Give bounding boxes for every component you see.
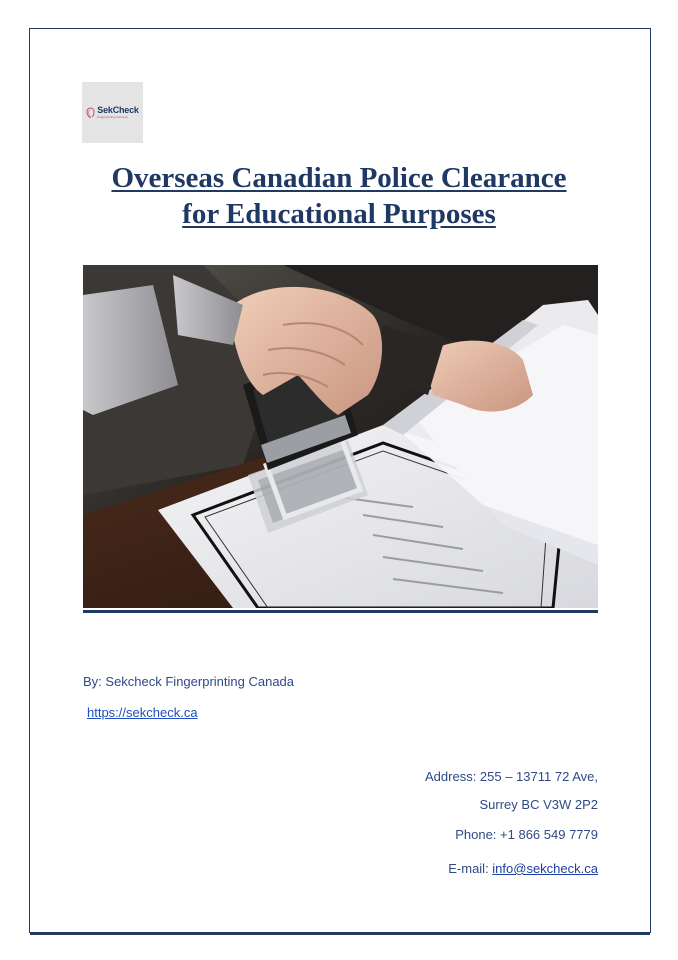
photo-divider (83, 610, 598, 613)
email-link[interactable]: info@sekcheck.ca (492, 861, 598, 876)
address-line-1: Address: 255 – 13711 72 Ave, (425, 769, 598, 784)
website-link[interactable]: https://sekcheck.ca (87, 705, 198, 720)
stamp-document-photo (83, 265, 598, 608)
title-line-1: Overseas Canadian Police Clearance (111, 162, 567, 194)
email-line (448, 861, 598, 876)
address-line-2: Surrey BC V3W 2P2 (479, 797, 598, 812)
company-logo (82, 82, 143, 143)
phone-number: Phone: +1 866 549 7779 (455, 827, 598, 842)
stamp-photo-illustration (83, 265, 598, 608)
logo-name: SekCheck (97, 105, 139, 115)
logo-tagline: Fingerprinting Services (97, 115, 128, 119)
title-line-2: for Educational Purposes (182, 198, 496, 230)
email-label: E-mail: (448, 861, 493, 876)
fingerprint-icon (86, 107, 95, 119)
author-by-line: By: Sekcheck Fingerprinting Canada (83, 674, 295, 689)
page-title (60, 160, 618, 232)
